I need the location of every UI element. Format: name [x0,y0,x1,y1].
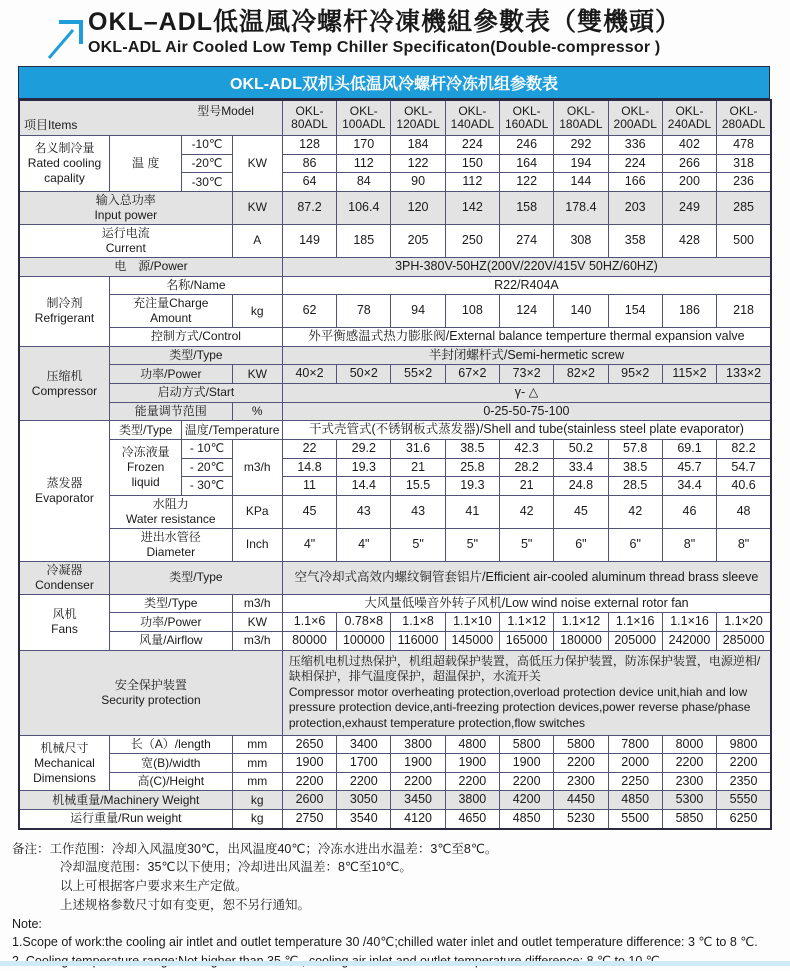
value-cell: 38.5 [445,439,499,458]
value-cell: 50.2 [554,439,608,458]
value-cell: 5" [500,528,554,561]
value-cell: 3050 [337,791,391,810]
value-cell: 21 [391,458,445,477]
value-cell: 402 [662,136,716,155]
value-cell: 170 [337,136,391,155]
value-cell: 336 [608,136,662,155]
value-cell: 42.3 [500,439,554,458]
value-cell: 1.1×8 [391,613,445,632]
value-cell: 165000 [500,632,554,651]
value-cell: 15.5 [391,477,445,496]
row-run-weight: 运行重量/Run weight [19,810,232,829]
note-line: Note: [12,916,42,931]
value-cell: 236 [717,173,771,192]
value-cell: 106.4 [337,191,391,224]
value-cell: 2200 [500,772,554,791]
value-cell: 292 [554,136,608,155]
value-cell: 43 [337,495,391,528]
value-cell: 80000 [282,632,336,651]
value-cell: 3800 [391,735,445,754]
table-cell: Inch [232,528,282,561]
table-row [19,224,771,257]
table-cell: 类型/Type [109,594,232,613]
value-cell: 5850 [662,810,716,829]
group-refrigerant: 制冷剂 Refrigerant [19,276,109,346]
value-cell: 205000 [608,632,662,651]
page-title-en: OKL-ADL Air Cooled Low Temp Chiller Specificaton(Double-compressor ) [88,38,661,56]
group-condenser: 冷凝器 Condenser [19,561,109,594]
value-cell: 46 [662,495,716,528]
value-cell: 54.7 [717,458,771,477]
table-cell: mm [232,772,282,791]
value-cell: 1.1×16 [608,613,662,632]
value-cell: 140 [554,295,608,328]
value-cell: 224 [445,136,499,155]
model-header: OKL- 80ADL [282,100,336,136]
value-cell: 112 [445,173,499,192]
value-cell: 149 [282,224,336,257]
value-cell: 0.78×8 [337,613,391,632]
value-cell: 142 [445,191,499,224]
group-compressor: 压缩机 Compressor [19,346,109,421]
value-cell: 29.2 [337,439,391,458]
value-cell: 1.1×12 [554,613,608,632]
value-cell: 478 [717,136,771,155]
table-cell: 高(C)/Height [109,772,232,791]
value-cell: 186 [662,295,716,328]
value-cell: 8" [717,528,771,561]
group-evaporator: 蒸发器 Evaporator [19,421,109,562]
value-cell: 6" [554,528,608,561]
table-cell: 风量/Airflow [109,632,232,651]
value-cell: 40×2 [282,365,336,384]
group-rated-cooling: 名义制冷量 Rated cooling capality [19,136,109,192]
power-supply-value: 3PH-380V-50HZ(200V/220V/415V 50HZ/60HZ) [282,257,771,276]
value-cell: 43 [391,495,445,528]
notes [12,840,772,971]
row-water-resistance: 水阻力 Water resistance [109,495,232,528]
value-cell: 158 [500,191,554,224]
value-cell: 11 [282,477,336,496]
value-cell: 5550 [717,791,771,810]
security-protection-value: 压缩机电机过热保护，机组超载保护装置，高低压力保护装置，防冻保护装置，电源逆相/缺相保护，排气温度保护，超温保护，水流开关 Compressor motor overheating protection,overload protection device unit,hiah and low pressure protection device,anti-freezing protection devices,power reverse phase/phase protection,exhaust temperature protection,flow switches [282,650,771,735]
value-cell: 4" [282,528,336,561]
value-cell: 4120 [391,810,445,829]
value-cell: 14.8 [282,458,336,477]
value-cell: 358 [608,224,662,257]
value-cell: 38.5 [608,458,662,477]
row-diameter: 进出水管径 Diameter [109,528,232,561]
value-cell: 25.8 [445,458,499,477]
corner-cell [19,100,282,136]
value-cell: 154 [608,295,662,328]
value-cell: 28.5 [608,477,662,496]
table-row [19,650,771,735]
spec-table [18,99,772,830]
table-cell: 控制方式/Control [109,328,282,347]
table-cell: 宽(B)/width [109,754,232,773]
table-row [19,772,771,791]
table-cell: 类型/Type [109,346,282,365]
table-cell: kg [232,295,282,328]
value-cell: 19.3 [337,458,391,477]
note-line: 1.Scope of work:the cooling air intlet and outlet temperature 30 /40℃;chilled water inlet and outlet temperature difference: 3 ℃ to 8 ℃. [12,935,758,950]
value-cell: 100000 [337,632,391,651]
value-cell: 62 [282,295,336,328]
refrigerant-name-value: R22/R404A [282,276,771,295]
table-cell: kg [232,791,282,810]
value-cell: 2200 [337,772,391,791]
value-cell: 2300 [662,772,716,791]
value-cell: 82×2 [554,365,608,384]
value-cell: 124 [500,295,554,328]
table-cell: m3/h [232,439,282,495]
table-cell: -30℃ [182,173,232,192]
value-cell: 1700 [337,754,391,773]
value-cell: 133×2 [717,365,771,384]
value-cell: 42 [608,495,662,528]
value-cell: 8" [662,528,716,561]
value-cell: 40.6 [717,477,771,496]
evaporator-type-value: 干式壳管式(不锈钢板式蒸发器)/Shell and tube(stainless steel plate evaporator) [282,421,771,440]
value-cell: 7800 [608,735,662,754]
value-cell: 24.8 [554,477,608,496]
table-cell: - 20℃ [182,458,232,477]
table-row [19,754,771,773]
model-header: OKL- 100ADL [337,100,391,136]
table-cell: 功率/Power [109,365,232,384]
row-security-protection: 安全保护装置 Security protection [19,650,282,735]
model-header: OKL- 180ADL [554,100,608,136]
value-cell: 1900 [391,754,445,773]
table-row [19,402,771,421]
model-header: OKL- 140ADL [445,100,499,136]
value-cell: 122 [391,154,445,173]
table-cell: -20℃ [182,154,232,173]
model-header: OKL- 120ADL [391,100,445,136]
model-header: OKL- 200ADL [608,100,662,136]
table-row [19,365,771,384]
value-cell: 2650 [282,735,336,754]
table-cell: m3/h [232,594,282,613]
value-cell: 3400 [337,735,391,754]
value-cell: 120 [391,191,445,224]
value-cell: 64 [282,173,336,192]
condenser-type-value: 空气冷却式高效内螺纹铜管套铝片/Efficient air-cooled aluminum thread brass sleeve [282,561,771,594]
value-cell: 90 [391,173,445,192]
value-cell: 1900 [282,754,336,773]
table-row [19,276,771,295]
page-title-zh: OKL–ADL低温風冷螺杆冷凍機組參數表（雙機頭） [88,8,682,36]
value-cell: 218 [717,295,771,328]
table-row [19,384,771,403]
compressor-type-value: 半封闭螺杆式/Semi-hermetic screw [282,346,771,365]
table-cell: % [232,402,282,421]
row-input-power: 输入总功率 Input power [19,191,232,224]
table-row [19,257,771,276]
value-cell: 1.1×16 [662,613,716,632]
value-cell: 5800 [500,735,554,754]
note-line: 以上可根据客户要求来生产定做。 [60,879,248,894]
value-cell: 6" [608,528,662,561]
value-cell: 285000 [717,632,771,651]
value-cell: 184 [391,136,445,155]
value-cell: 128 [282,136,336,155]
value-cell: 6250 [717,810,771,829]
table-row [19,136,771,155]
table-row [19,191,771,224]
value-cell: 2350 [717,772,771,791]
table-cell: 温 度 [109,136,181,192]
value-cell: 3450 [391,791,445,810]
value-cell: 2250 [608,772,662,791]
value-cell: 8000 [662,735,716,754]
table-cell: 名称/Name [109,276,282,295]
table-row [19,594,771,613]
value-cell: 4" [337,528,391,561]
value-cell: 194 [554,154,608,173]
spec-table-body [19,100,771,829]
table-cell: KPa [232,495,282,528]
value-cell: 242000 [662,632,716,651]
value-cell: 1.1×12 [500,613,554,632]
value-cell: 45 [554,495,608,528]
value-cell: 82.2 [717,439,771,458]
value-cell: 67×2 [445,365,499,384]
value-cell: 166 [608,173,662,192]
value-cell: 145000 [445,632,499,651]
value-cell: 2200 [717,754,771,773]
value-cell: 48 [717,495,771,528]
value-cell: 5230 [554,810,608,829]
value-cell: 4800 [445,735,499,754]
table-row [19,735,771,754]
table-row [19,495,771,528]
note-line: 备注：工作范围：冷却入风温度30℃，出风温度40℃；冷冻水进出水温差：3℃至8℃。 [12,841,498,856]
value-cell: 1.1×6 [282,613,336,632]
value-cell: 4850 [608,791,662,810]
page-header [0,0,790,64]
table-cell: 充注量Charge Amount [109,295,232,328]
value-cell: 2200 [554,754,608,773]
table-cell: mm [232,735,282,754]
energy-range-value: 0-25-50-75-100 [282,402,771,421]
value-cell: 150 [445,154,499,173]
table-cell: KW [232,136,282,192]
value-cell: 108 [445,295,499,328]
value-cell: 185 [337,224,391,257]
value-cell: 5" [391,528,445,561]
value-cell: 285 [717,191,771,224]
value-cell: 180000 [554,632,608,651]
value-cell: 87.2 [282,191,336,224]
value-cell: 144 [554,173,608,192]
table-row [19,613,771,632]
value-cell: 246 [500,136,554,155]
value-cell: 42 [500,495,554,528]
table-cell: - 30℃ [182,477,232,496]
value-cell: 5" [445,528,499,561]
value-cell: 249 [662,191,716,224]
start-mode-value: γ- △ [282,384,771,403]
table-row [19,810,771,829]
value-cell: 178.4 [554,191,608,224]
table-row [19,561,771,594]
value-cell: 1.1×20 [717,613,771,632]
value-cell: 200 [662,173,716,192]
row-power-supply: 电 源/Power [19,257,282,276]
table-cell: KW [232,191,282,224]
model-header: OKL- 160ADL [500,100,554,136]
value-cell: 115×2 [662,365,716,384]
value-cell: 95×2 [608,365,662,384]
table-cell: KW [232,365,282,384]
value-cell: 21 [500,477,554,496]
table-row [19,100,771,136]
row-frozen-liquid: 冷冻液量 Frozen liquid [109,439,181,495]
value-cell: 2600 [282,791,336,810]
value-cell: 4200 [500,791,554,810]
value-cell: 31.6 [391,439,445,458]
note-line: 上述规格参数尺寸如有变更，恕不另行通知。 [60,897,311,912]
value-cell: 2750 [282,810,336,829]
value-cell: 250 [445,224,499,257]
model-header: OKL- 240ADL [662,100,716,136]
value-cell: 116000 [391,632,445,651]
value-cell: 164 [500,154,554,173]
table-cell: KW [232,613,282,632]
value-cell: 205 [391,224,445,257]
value-cell: 224 [608,154,662,173]
table-cell: 类型/Type [109,421,181,440]
value-cell: 5300 [662,791,716,810]
table-cell: A [232,224,282,257]
table-row [19,328,771,347]
table-row [19,346,771,365]
table-cell: - 10℃ [182,439,232,458]
fan-type-value: 大风量低噪音外转子风机/Low wind noise external rotor fan [282,594,771,613]
value-cell: 3540 [337,810,391,829]
value-cell: 57.8 [608,439,662,458]
value-cell: 2200 [282,772,336,791]
bottom-strip [0,961,790,966]
value-cell: 2200 [391,772,445,791]
table-cell: 功率/Power [109,613,232,632]
value-cell: 4850 [500,810,554,829]
value-cell: 22 [282,439,336,458]
group-fans: 风机 Fans [19,594,109,650]
table-cell: mm [232,754,282,773]
value-cell: 84 [337,173,391,192]
value-cell: 2300 [554,772,608,791]
group-mechanical-dimensions: 机械尺寸 Mechanical Dimensions [19,735,109,791]
table-banner: OKL-ADL双机头低温风冷螺杆冷冻机组参数表 [18,66,770,99]
value-cell: 34.4 [662,477,716,496]
table-cell: 类型/Type [109,561,282,594]
table-cell: -10℃ [182,136,232,155]
value-cell: 112 [337,154,391,173]
table-cell: 温度/Temperature [182,421,283,440]
value-cell: 45 [282,495,336,528]
table-cell: m3/h [232,632,282,651]
control-value: 外平衡感温式热力膨胀阀/External balance temperture thermal expansion valve [282,328,771,347]
value-cell: 203 [608,191,662,224]
value-cell: 73×2 [500,365,554,384]
value-cell: 41 [445,495,499,528]
value-cell: 94 [391,295,445,328]
value-cell: 1.1×10 [445,613,499,632]
value-cell: 9800 [717,735,771,754]
row-current: 运行电流 Current [19,224,232,257]
value-cell: 19.3 [445,477,499,496]
value-cell: 50×2 [337,365,391,384]
value-cell: 2200 [662,754,716,773]
value-cell: 318 [717,154,771,173]
value-cell: 1900 [500,754,554,773]
value-cell: 4650 [445,810,499,829]
value-cell: 55×2 [391,365,445,384]
table-row [19,632,771,651]
value-cell: 86 [282,154,336,173]
value-cell: 3800 [445,791,499,810]
table-row [19,439,771,458]
value-cell: 122 [500,173,554,192]
table-cell: 长（A）/length [109,735,232,754]
value-cell: 2000 [608,754,662,773]
value-cell: 5800 [554,735,608,754]
value-cell: 1900 [445,754,499,773]
value-cell: 14.4 [337,477,391,496]
table-cell: kg [232,810,282,829]
value-cell: 308 [554,224,608,257]
table-row [19,791,771,810]
value-cell: 266 [662,154,716,173]
table-cell: 启动方式/Start [109,384,282,403]
title-block [88,8,681,57]
value-cell: 78 [337,295,391,328]
table-row [19,528,771,561]
note-line: 冷却温度范围：35℃以下使用；冷却进出风温差：8℃至10℃。 [60,860,412,875]
table-row [19,295,771,328]
value-cell: 33.4 [554,458,608,477]
value-cell: 5500 [608,810,662,829]
value-cell: 428 [662,224,716,257]
corner-items-label: 项目Items [24,118,78,132]
corner-model-label: 型号Model [197,104,254,118]
table-row [19,421,771,440]
arrow-logo-icon [46,14,86,60]
model-header: OKL- 280ADL [717,100,771,136]
value-cell: 69.1 [662,439,716,458]
value-cell: 2200 [445,772,499,791]
value-cell: 274 [500,224,554,257]
row-machinery-weight: 机械重量/Machinery Weight [19,791,232,810]
value-cell: 45.7 [662,458,716,477]
table-cell: 能量调节范围 [109,402,232,421]
value-cell: 4450 [554,791,608,810]
value-cell: 500 [717,224,771,257]
value-cell: 28.2 [500,458,554,477]
